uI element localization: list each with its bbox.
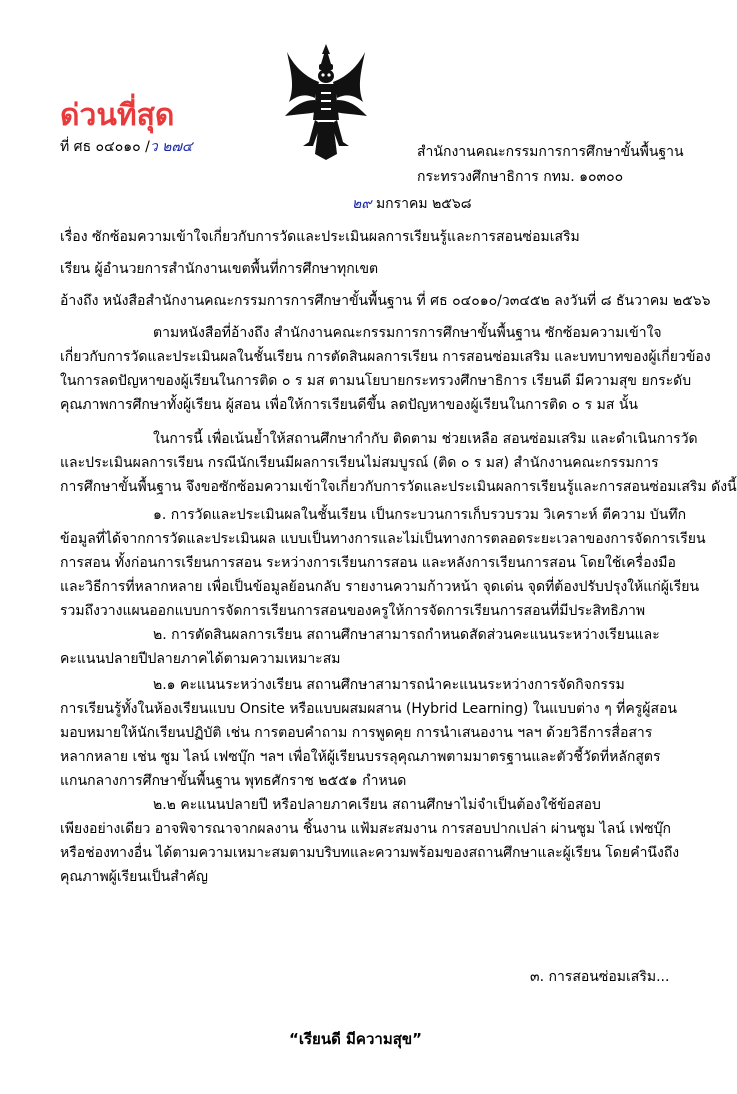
paragraph-line: คุณภาพผู้เรียนเป็นสำคัญ: [60, 869, 208, 885]
item-2-grading: [60, 623, 660, 671]
paragraph-line: ๒. การตัดสินผลการเรียน สถานศึกษาสามารถกำหนดสัดส่วนคะแนนระหว่างเรียนและ: [153, 627, 660, 643]
paragraph-line: มอบหมายให้นักเรียนปฏิบัติ เช่น การตอบคำถาม การพูดคุย การนำเสนองาน ฯลฯ ด้วยวิธีการสื่อสาร: [60, 725, 653, 741]
date-day-handwritten: ๒๙: [352, 196, 372, 212]
paragraph-line: หรือช่องทางอื่น ได้ตามความเหมาะสมตามบริบทและความพร้อมของสถานศึกษาและผู้เรียน โดยคำนึงถึง: [60, 845, 680, 861]
paragraph-line: เกี่ยวกับการวัดและประเมินผลในชั้นเรียน การตัดสินผลการเรียน การสอนซ่อมเสริม และบทบาทของผู้เกี่ยวข้อง: [60, 349, 711, 365]
recipient-line: เรียน ผู้อำนวยการสำนักงานเขตพื้นที่การศึกษาทุกเขต: [60, 261, 379, 277]
paragraph-line: การเรียนรู้ทั้งในห้องเรียนแบบ Onsite หรือแบบผสมผสาน (Hybrid Learning) ในแบบต่าง ๆ ที่ครูผู้สอน: [60, 701, 677, 717]
paragraph-line: เพียงอย่างเดียว อาจพิจารณาจากผลงาน ชิ้นงาน แฟ้มสะสมงาน การสอบปากเปล่า ผ่านซูม ไลน์ เฟซบุ๊ก: [60, 821, 671, 837]
ministry-address: กระทรวงศึกษาธิการ กทม. ๑๐๓๐๐: [417, 169, 624, 185]
document-number-handwritten: ว ๒๗๔: [149, 139, 193, 155]
document-number-prefix: ที่ ศธ ๐๔๐๑๐ /: [60, 139, 150, 155]
paragraph-line: และวิธีการที่หลากหลาย เพื่อเป็นข้อมูลย้อนกลับ รายงานความก้าวหน้า จุดเด่น จุดที่ต้องปรับปรุงให้แก่ผู้เรียน: [60, 579, 700, 595]
paragraph-line: ๒.๒ คะแนนปลายปี หรือปลายภาคเรียน สถานศึกษาไม่จำเป็นต้องใช้ข้อสอบ: [153, 797, 601, 813]
reference-line: อ้างถึง หนังสือสำนักงานคณะกรรมการการศึกษาขั้นพื้นฐาน ที่ ศธ ๐๔๐๑๐/ว๓๔๕๒ ลงวันที่ ๘ ธันวาคม ๒๕๖๖: [60, 293, 711, 309]
paragraph-line: ๒.๑ คะแนนระหว่างเรียน สถานศึกษาสามารถนำคะแนนระหว่างการจัดกิจกรรม: [153, 677, 625, 693]
garuda-emblem-icon: [283, 42, 369, 160]
footer-motto: “เรียนดี มีความสุข”: [289, 1030, 422, 1048]
item-2-1-coursework-score: [60, 673, 677, 793]
paragraph-line: ในการนี้ เพื่อเน้นย้ำให้สถานศึกษากำกับ ติดตาม ช่วยเหลือ สอนซ่อมเสริม และดำเนินการวัด: [153, 431, 698, 447]
paragraph-line: หลากหลาย เช่น ซูม ไลน์ เฟซบุ๊ก ฯลฯ เพื่อให้ผู้เรียนบรรลุคุณภาพตามมาตรฐานและตัวชี้วัดที่หลักสูตร: [60, 749, 661, 765]
subject-line: เรื่อง ซักซ้อมความเข้าใจเกี่ยวกับการวัดและประเมินผลการเรียนรู้และการสอนซ่อมเสริม: [60, 229, 580, 245]
date-month-year: มกราคม ๒๕๖๘: [375, 196, 472, 212]
paragraph-line: และประเมินผลการเรียน กรณีนักเรียนมีผลการเรียนไม่สมบูรณ์ (ติด ๐ ร มส) สำนักงานคณะกรรมการ: [60, 455, 659, 471]
item-2-2-final-score: [60, 793, 680, 889]
item-1-assessment: [60, 503, 706, 623]
paragraph-line: การสอน ทั้งก่อนการเรียนการสอน ระหว่างการเรียนการสอน และหลังการเรียนการสอน โดยใช้เครื่องมือ: [60, 555, 676, 571]
paragraph-line: ๑. การวัดและประเมินผลในชั้นเรียน เป็นกระบวนการเก็บรวบรวม วิเคราะห์ ตีความ บันทึก: [153, 507, 687, 523]
document-number: [60, 135, 193, 159]
letter-date: [352, 192, 472, 216]
urgency-stamp: ด่วนที่สุด: [60, 98, 175, 133]
continuation-marker: ๓. การสอนซ่อมเสริม...: [530, 969, 670, 985]
paragraph-line: ข้อมูลที่ได้จากการวัดและประเมินผล แบบเป็นทางการและไม่เป็นทางการตลอดระยะเวลาของการจัดการเรียน: [60, 531, 706, 547]
paragraph-line: แกนกลางการศึกษาขั้นพื้นฐาน พุทธศักราช ๒๕๕๑ กำหนด: [60, 773, 407, 789]
paragraph-line: คุณภาพการศึกษาทั้งผู้เรียน ผู้สอน เพื่อให้การเรียนดีขึ้น ลดปัญหาของผู้เรียนในการติด ๐ ร มส นั้น: [60, 397, 638, 413]
paragraph-line: ตามหนังสือที่อ้างถึง สำนักงานคณะกรรมการการศึกษาขั้นพื้นฐาน ซักซ้อมความเข้าใจ: [153, 325, 662, 341]
paragraph-purpose: [60, 427, 737, 499]
paragraph-background: [60, 321, 711, 417]
paragraph-line: ในการลดปัญหาของผู้เรียนในการติด ๐ ร มส ตามนโยบายกระทรวงศึกษาธิการ เรียนดี มีความสุข ยกระดับ: [60, 373, 692, 389]
agency-name: สำนักงานคณะกรรมการการศึกษาขั้นพื้นฐาน: [417, 144, 684, 160]
paragraph-line: คะแนนปลายปีปลายภาคได้ตามความเหมาะสม: [60, 651, 341, 667]
paragraph-line: การศึกษาขั้นพื้นฐาน จึงขอซักซ้อมความเข้าใจเกี่ยวกับการวัดและประเมินผลการเรียนรู้และการสอนซ่อมเสริม ดังนี้: [60, 479, 737, 495]
paragraph-line: รวมถึงวางแผนออกแบบการจัดการเรียนการสอนของครูให้การจัดการเรียนการสอนที่มีประสิทธิภาพ: [60, 603, 646, 619]
